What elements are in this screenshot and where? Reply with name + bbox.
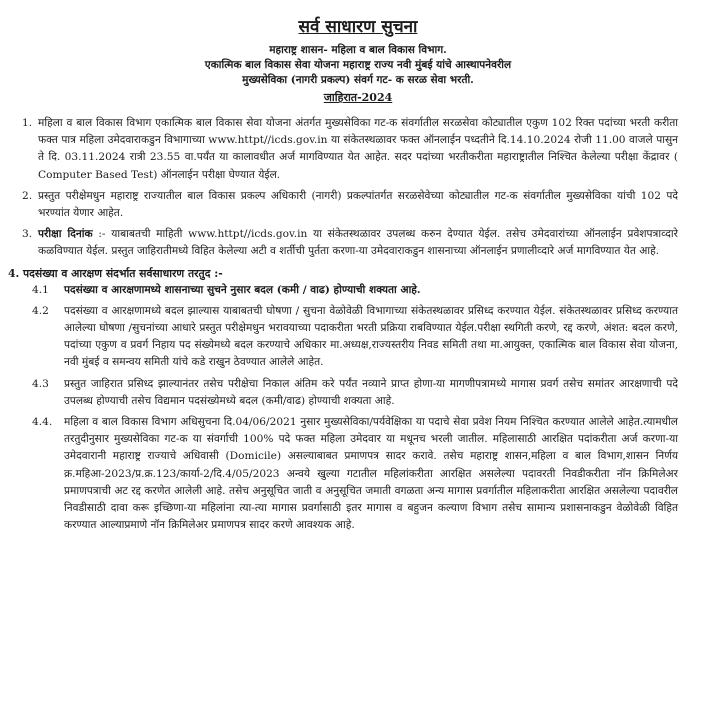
clause-3 (22, 226, 678, 260)
clause-4-1 (32, 282, 678, 299)
clause-text: पदसंख्या व आरक्षणामध्ये शासनाच्या सुचने नुसार बदल (कमी / वाढ) होण्याची शक्यता आहे. (64, 283, 421, 296)
clause-text: प्रस्तुत जाहिरात प्रसिध्द झाल्यानंतर तसेच परीक्षेचा निकाल अंतिम करे पर्यंत नव्याने प्राप्त होणा-या मागणीपत्रामध्ये मागास प्रवर्ग तसेच समांतर आरक्षणाची पदे उपलब्ध होण्याची तसेच विद्यमान पदसंख्येमध्ये बदल (कमी/वाढ) होण्याची शक्यता आहे. (64, 377, 678, 407)
clause-text: महिला व बाल विकास विभाग एकात्मिक बाल विकास सेवा योजना अंतर्गत मुख्यसेविका गट-क संवर्गातील सरळसेवा कोट्यातील एकुण 102 रिक्त पदांच्या भरती करीता फक्त पात्र महिला उमेदवाराकडुन विभागाच्या www.httpt//icds.gov.in या संकेतस्थळावर फक्त ऑनलाईन पध्दतीने दि.14.10.2024 रोजी 11.00 वाजले पासुन ते दि. 03.11.2024 रात्री 23.55 वा.पर्यंत या कालावधीत अर्ज मागविण्यात येत आहेत. सदर पदांच्या भरतीकरीता महाराष्ट्रातील निश्चित केलेल्या परीक्षा केंद्रावर ( Computer Based Test) ऑनलाईन परीक्षा घेण्यात येईल. (38, 117, 678, 181)
department-line: महाराष्ट्र शासन- महिला व बाल विकास विभाग. (269, 44, 447, 56)
scheme-line: एकात्मिक बाल विकास सेवा योजना महाराष्ट्र राज्य नवी मुंबई यांचे आस्थापनेवरील (204, 59, 512, 71)
clause-text: पदसंख्या व आरक्षणामध्ये बदल झाल्यास याबाबतची घोषणा / सुचना वेळोवेळी विभागाच्या संकेतस्थळावर प्रसिध्द करण्यात येईल. संकेतस्थळावर प्रसिध्द करण्यात आलेल्या घोषणा /सुचनांच्या आधारे प्रस्तुत परीक्षेमधुन भरावयाच्या पदाकरीता भरती प्रक्रिया राबविण्यात येईल.परीक्षा स्थगिती करणे, रद्द करणे, अंशत: बदल करणे, पदांच्या एकुण व प्रवर्ग निहाय पद संख्येमध्ये बदल करण्याचे अधिकार मा.अध्यक्ष,राज्यस्तरीय निवड समिती तथा मा.आयुक्त, एकात्मिक बाल विकास सेवा योजना, नवी मुंबई व समन्वय समिती यांचे कडे राखुन ठेवण्यात आलेले आहेत. (64, 304, 678, 369)
clause-lead: परीक्षा दिनांक (38, 228, 93, 241)
clause-text: :- याबाबतची माहिती www.httpt//icds.gov.in या संकेतस्थळावर उपलब्ध करुन देण्यात येईल. तसेच उमेदवारांच्या ऑनलाईन प्रवेशपत्राव्दारे कळविण्यात येईल. प्रस्तुत जाहिरातीमध्ये विहित केलेल्या अटी व शर्तीची पुर्तता करणा-या उमेदवाराकडुन शासनाच्या ऑनलाईन प्रणालीव्दारे अर्ज मागविण्यात येत आहे. (38, 228, 678, 258)
section-4-heading: 4. पदसंख्या व आरक्षण संदर्भात सर्वसाधारण तरतुद :- (8, 266, 223, 280)
clause-2 (22, 188, 678, 222)
clause-4-3 (32, 376, 678, 410)
clause-4-2 (32, 303, 678, 372)
clause-number: 2. (22, 189, 33, 202)
clause-number: 4.2 (32, 304, 49, 317)
notice-title: सर्व साधारण सुचना (298, 17, 418, 37)
clause-text: महिला व बाल विकास विभाग अधिसुचना दि.04/06/2021 नुसार मुख्यसेविका/पर्यवेक्षिका या पदाचे सेवा प्रवेश नियम निश्चित करण्यात आलेले आहेत.त्यामधील तरतुदीनुसार मुख्यसेविका गट-क या संवर्गाची 100% पदे फक्त महिला उमेदवार या मधूनच भरली जातील. महिलासाठी आरक्षित पदांकरीता अर्ज करणा-या उमेदवारानी महाराष्ट्र राज्याचे अधिवासी (Domicile) असल्याबाबत प्रमाणपत्र सादर करावे. तसेच महाराष्ट्र शासन,महिला व बाल विभाग,शासन निर्णय क्र.महिआ-2023/प्र.क्र.123/कार्या-2/दि.4/05/2023 अन्वये खुल्या गटातील महिलांकरीता आरक्षित असलेल्या पदावरती निवडीकरीता नॉन क्रिमिलेअर प्रमाणपत्राची अट रद्द करणेत आलेली आहे. तसेच अनुसूचित जाती व अनुसूचित जमाती वगळता अन्य मागास प्रवर्गातील महिलाकरीता आरक्षित असलेल्या पदावरील निवडीसाठी दावा करू इच्छिणा-या महिलांना त्या-त्या मागास प्रवर्गासाठी इतर मागास व बहुजन कल्याण विभाग तसेच सामान्य प्रशासनाकडुन वेळोवेळी विहित करण्यात आल्याप्रमाणे नॉन क्रिमिलेअर प्रमाणपत्र सादर करणे आवश्यक आहे. (64, 416, 678, 532)
clause-number: 3. (22, 228, 33, 241)
clause-number: 4.1 (32, 283, 49, 296)
clause-number: 4.4. (32, 416, 53, 429)
clause-4-4 (32, 414, 678, 534)
recruitment-line: मुख्यसेविका (नागरी प्रकल्प) संवर्ग गट- क सरळ सेवा भरती. (242, 74, 474, 86)
clause-number: 1. (22, 117, 33, 129)
clause-number: 4.3 (32, 377, 49, 390)
clause-text: प्रस्तुत परीक्षेमधुन महाराष्ट्र राज्यातील बाल विकास प्रकल्प अधिकारी (नागरी) प्रकल्पांतर्गत सरळसेवेच्या कोट्यातील गट-क संवर्गातील मुख्यसेविका यांची 102 पदे भरण्यांत येणार आहेत. (38, 189, 678, 220)
advertisement-label: जाहिरात-2024 (323, 91, 393, 104)
clause-1 (22, 115, 678, 184)
